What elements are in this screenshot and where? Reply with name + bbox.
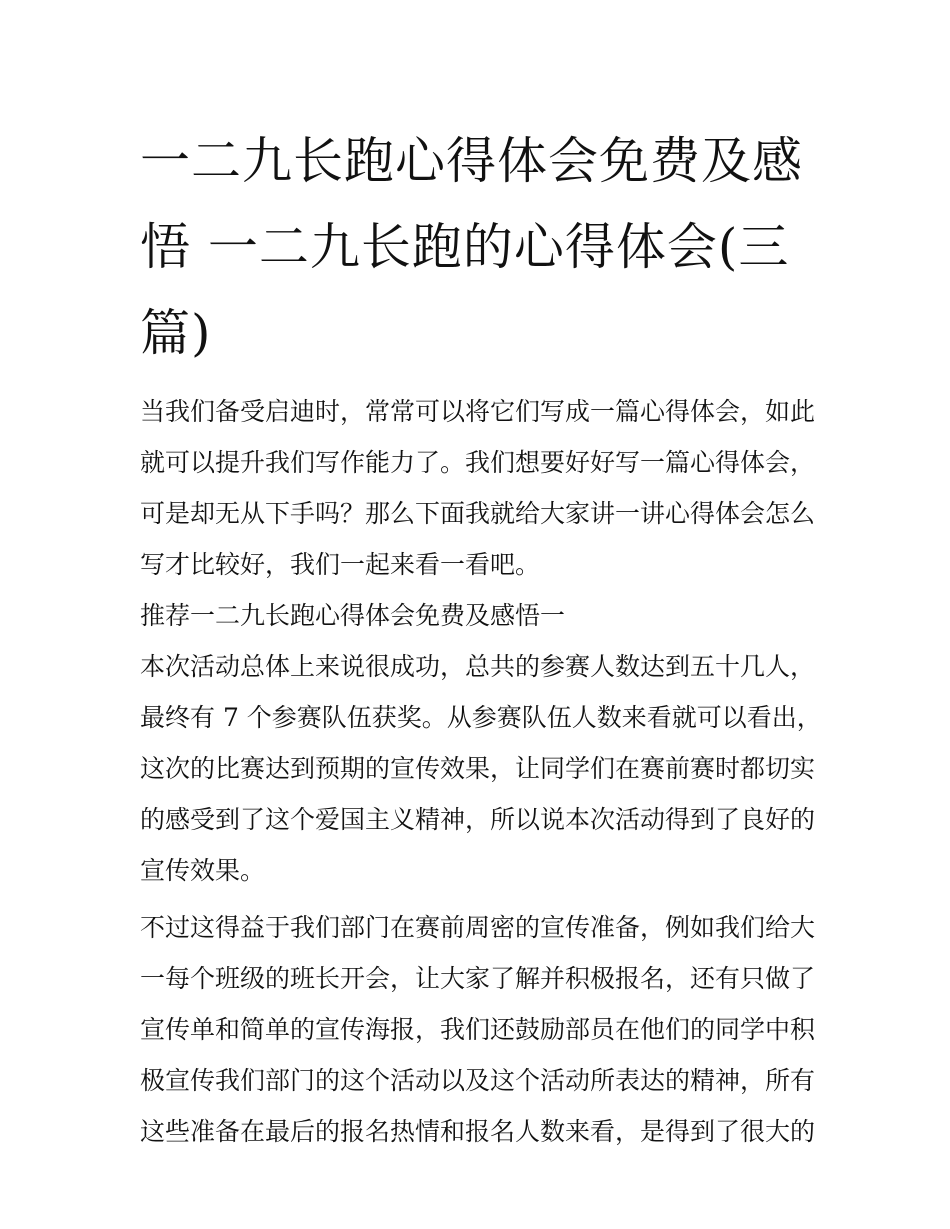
document-page	[140, 118, 820, 1157]
text-line: 推荐一二九长跑心得体会免费及感悟一	[140, 601, 566, 630]
text-line: 宣传单和简单的宣传海报，我们还鼓励部员在他们的同学中积	[140, 1015, 816, 1044]
text-line: 极宣传我们部门的这个活动以及这个活动所表达的精神，所有	[140, 1066, 816, 1095]
text-line: 不过这得益于我们部门在赛前周密的宣传准备，例如我们给大	[140, 913, 816, 942]
subheading	[140, 590, 820, 641]
text-line: 可是却无从下手吗？那么下面我就给大家讲一讲心得体会怎么	[140, 499, 816, 528]
text-line: 这次的比赛达到预期的宣传效果，让同学们在赛前赛时都切实	[140, 754, 816, 783]
document-body	[140, 386, 820, 1157]
text-line: 这些准备在最后的报名热情和报名人数来看，是得到了很大的	[140, 1117, 816, 1146]
title-line: 悟 一二九长跑的心得体会(三	[140, 218, 790, 276]
paragraph-1	[140, 641, 820, 896]
document-title	[140, 118, 820, 376]
text-line: 宣传效果。	[140, 856, 266, 885]
title-line: 一二九长跑心得体会免费及感	[140, 132, 803, 190]
text-line: 的感受到了这个爱国主义精神，所以说本次活动得到了良好的	[140, 805, 816, 834]
text-line: 一每个班级的班长开会，让大家了解并积极报名，还有只做了	[140, 964, 816, 993]
paragraph-2	[140, 902, 820, 1157]
intro-paragraph	[140, 386, 820, 590]
text-line: 本次活动总体上来说很成功，总共的参赛人数达到五十几人，	[140, 652, 816, 681]
text-line: 当我们备受启迪时，常常可以将它们写成一篇心得体会，如此	[140, 397, 816, 426]
text-line: 就可以提升我们写作能力了。我们想要好好写一篇心得体会，	[140, 448, 816, 477]
text-line: 最终有 7 个参赛队伍获奖。从参赛队伍人数来看就可以看出，	[140, 703, 822, 732]
title-line: 篇)	[140, 304, 212, 362]
text-line: 写才比较好，我们一起来看一看吧。	[140, 550, 541, 579]
